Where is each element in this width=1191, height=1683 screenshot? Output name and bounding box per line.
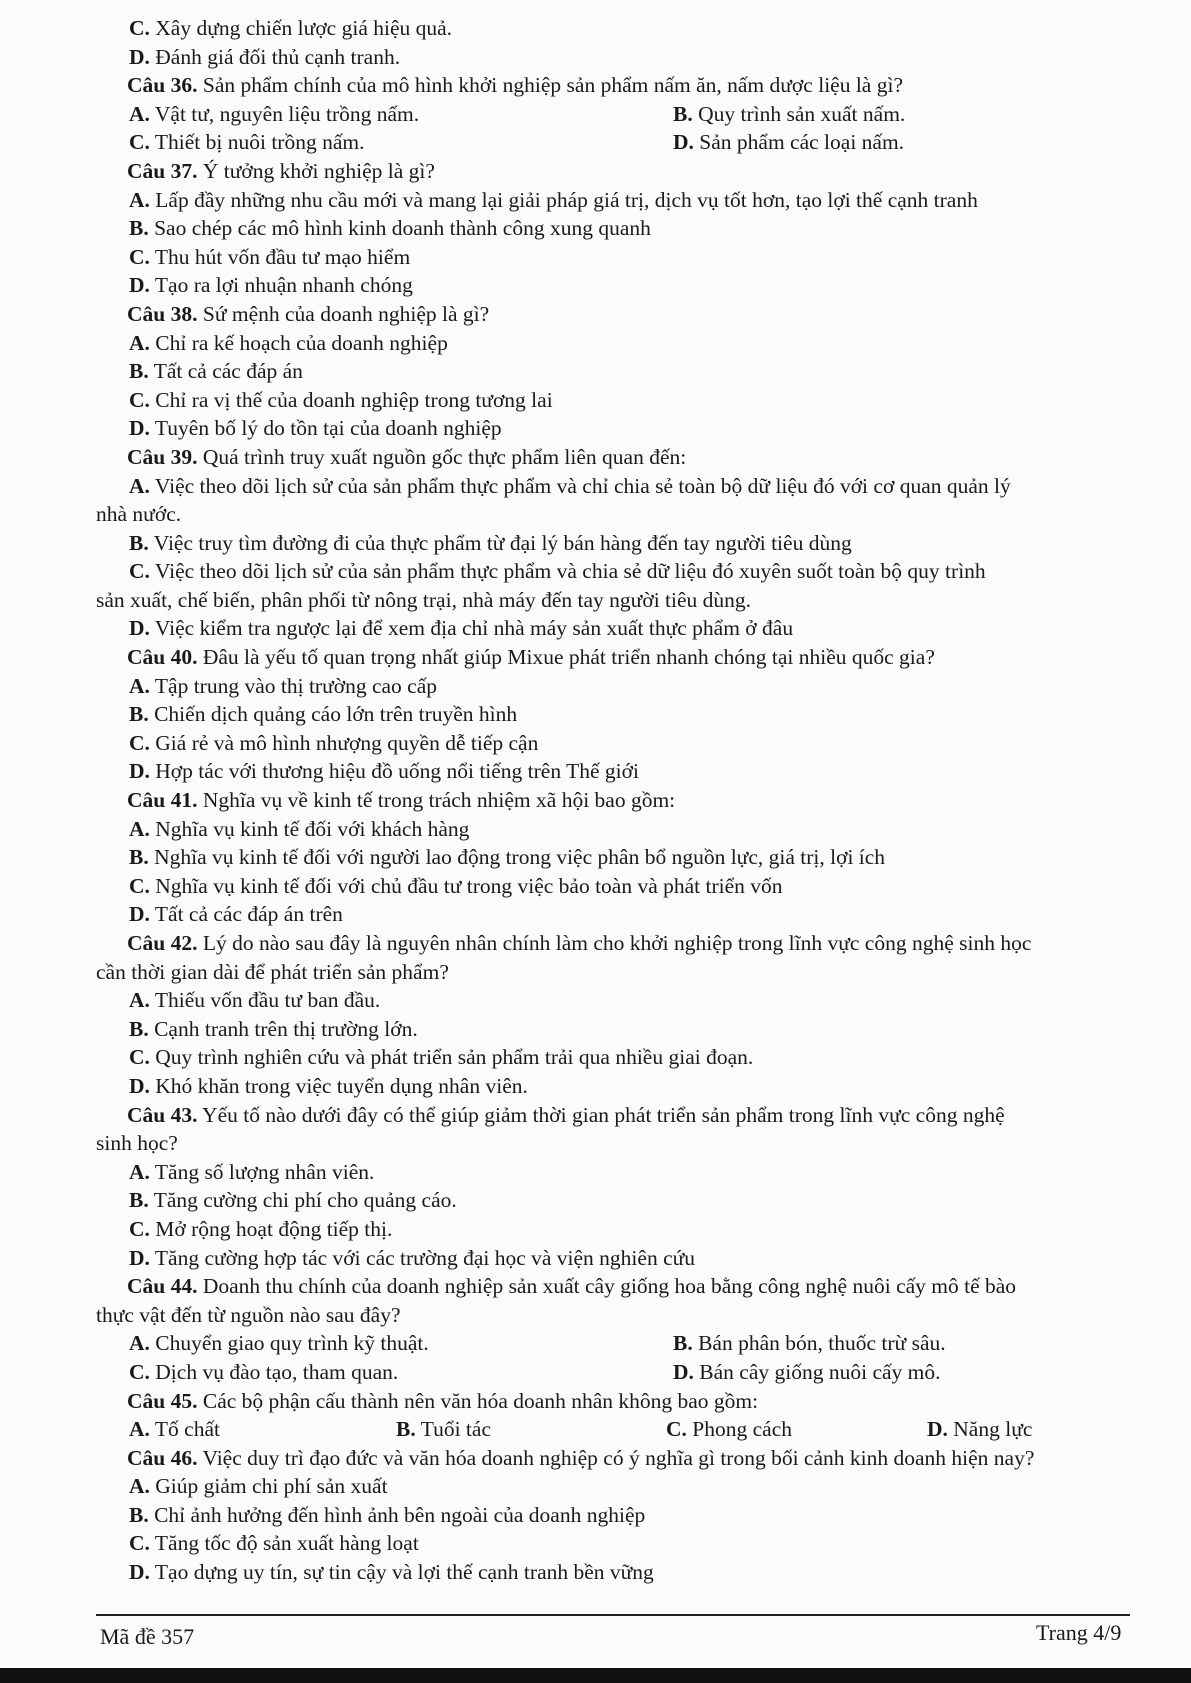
- option-cell: [129, 1415, 220, 1444]
- option-label: D.: [673, 1359, 694, 1384]
- option-label: A.: [129, 1159, 150, 1184]
- question-line: [96, 1272, 1136, 1301]
- option-text: Tăng tốc độ sản xuất hàng loạt: [149, 1531, 419, 1556]
- continuation-text: thực vật đến từ nguồn nào sau đây?: [96, 1302, 401, 1327]
- option-label: A.: [129, 988, 150, 1013]
- question-line: [96, 443, 1136, 472]
- option-label: D.: [129, 616, 150, 641]
- continuation-text: sinh học?: [96, 1131, 178, 1156]
- option-text: Thiết bị nuôi trồng nấm.: [149, 130, 365, 155]
- continuation-text: sản xuất, chế biến, phân phối từ nông trại, nhà máy đến tay người tiêu dùng.: [96, 587, 752, 612]
- option-cell: [129, 100, 419, 129]
- option-line: [96, 1043, 1136, 1072]
- continuation-line: [96, 500, 1136, 529]
- option-label: B.: [129, 530, 149, 555]
- option-text: Sao chép các mô hình kinh doanh thành công xung quanh: [148, 216, 651, 241]
- option-text: Việc kiểm tra ngược lại để xem địa chỉ nhà máy sản xuất thực phẩm ở đâu: [149, 616, 794, 641]
- question-text: Sản phẩm chính của mô hình khởi nghiệp sản phẩm nấm ăn, nấm dược liệu là gì?: [197, 73, 903, 98]
- option-label: B.: [673, 1331, 693, 1356]
- option-line: [96, 1501, 1136, 1530]
- option-line: [96, 357, 1136, 386]
- question-line: [96, 1387, 1136, 1416]
- option-row: [96, 1358, 1136, 1387]
- question-line: [96, 643, 1136, 672]
- option-line: [96, 1015, 1136, 1044]
- question-text: Doanh thu chính của doanh nghiệp sản xuất cây giống hoa bằng công nghệ nuôi cấy mô tế bào: [197, 1274, 1017, 1299]
- question-line: [96, 71, 1136, 100]
- option-text: Việc theo dõi lịch sử của sản phẩm thực phẩm và chia sẻ dữ liệu đó xuyên suốt toàn bộ quy trình: [149, 559, 986, 584]
- option-text: Thiếu vốn đầu tư ban đầu.: [149, 988, 381, 1013]
- question-label: Câu 40.: [127, 645, 198, 670]
- question-label: Câu 39.: [127, 444, 198, 469]
- option-text: Chỉ ảnh hưởng đến hình ảnh bên ngoài của doanh nghiệp: [148, 1502, 646, 1527]
- option-label: C.: [129, 16, 150, 40]
- option-text: Cạnh tranh trên thị trường lớn.: [148, 1016, 418, 1041]
- option-cell: [129, 128, 365, 157]
- footer-divider: [96, 1614, 1130, 1616]
- option-row: [96, 100, 1136, 129]
- question-label: Câu 43.: [127, 1102, 198, 1127]
- option-line: [96, 386, 1136, 415]
- option-line: [96, 729, 1136, 758]
- option-line: [96, 43, 1136, 72]
- option-text: Tuyên bố lý do tồn tại của doanh nghiệp: [149, 416, 502, 441]
- option-text: Tăng cường chi phí cho quảng cáo.: [148, 1188, 457, 1213]
- option-text: Nghĩa vụ kinh tế đối với khách hàng: [149, 816, 470, 841]
- option-line: [96, 1158, 1136, 1187]
- continuation-text: cần thời gian dài để phát triển sản phẩm?: [96, 959, 449, 984]
- option-text: Bán cây giống nuôi cấy mô.: [693, 1359, 941, 1384]
- option-label: D.: [129, 1073, 150, 1098]
- option-text: Bán phân bón, thuốc trừ sâu.: [692, 1331, 946, 1356]
- question-line: [96, 157, 1136, 186]
- option-text: Đánh giá đối thủ cạnh tranh.: [149, 44, 401, 69]
- option-text: Phong cách: [686, 1417, 792, 1442]
- exam-code: Mã đề 357: [100, 1624, 195, 1649]
- option-line: [96, 872, 1136, 901]
- option-text: Tăng cường hợp tác với các trường đại học và viện nghiên cứu: [149, 1245, 696, 1270]
- option-cell: [673, 1329, 946, 1358]
- question-label: Câu 46.: [127, 1445, 198, 1470]
- option-label: A.: [129, 101, 150, 126]
- option-text: Lấp đầy những nhu cầu mới và mang lại giải pháp giá trị, dịch vụ tốt hơn, tạo lợi thế cạnh tranh: [149, 187, 978, 212]
- option-label: C.: [129, 1045, 150, 1070]
- option-line: [96, 14, 1136, 43]
- option-line: [96, 271, 1136, 300]
- question-label: Câu 44.: [127, 1274, 198, 1299]
- option-label: A.: [129, 187, 150, 212]
- option-text: Tập trung vào thị trường cao cấp: [149, 673, 438, 698]
- option-label: A.: [129, 330, 150, 355]
- option-label: D.: [129, 902, 150, 927]
- option-row: [96, 1415, 1136, 1444]
- option-text: Nghĩa vụ kinh tế đối với chủ đầu tư trong việc bảo toàn và phát triển vốn: [149, 873, 783, 898]
- option-cell: [129, 1358, 398, 1387]
- option-line: [96, 672, 1136, 701]
- option-label: D.: [129, 273, 150, 298]
- option-text: Nghĩa vụ kinh tế đối với người lao động trong việc phân bổ nguồn lực, giá trị, lợi ích: [148, 845, 886, 870]
- option-text: Tất cả các đáp án trên: [149, 902, 343, 927]
- option-cell: [927, 1415, 1032, 1444]
- option-line: [96, 329, 1136, 358]
- option-text: Giúp giảm chi phí sản xuất: [149, 1474, 388, 1499]
- exam-page: [96, 14, 1136, 1587]
- option-label: C.: [129, 1359, 150, 1384]
- option-label: C.: [129, 130, 150, 155]
- question-label: Câu 42.: [127, 931, 198, 955]
- option-text: Việc truy tìm đường đi của thực phẩm từ đại lý bán hàng đến tay người tiêu dùng: [148, 530, 852, 555]
- option-cell: [673, 100, 905, 129]
- option-line: [96, 1529, 1136, 1558]
- option-text: Tuổi tác: [415, 1417, 491, 1442]
- option-cell: [673, 1358, 941, 1387]
- option-line: [96, 1558, 1136, 1587]
- page-number: Trang 4/9: [1036, 1620, 1122, 1645]
- option-label: A.: [129, 673, 150, 698]
- option-label: B.: [129, 216, 149, 241]
- question-text: Đâu là yếu tố quan trọng nhất giúp Mixue phát triển nhanh chóng tại nhiều quốc gia?: [197, 645, 935, 670]
- option-text: Chỉ ra kế hoạch của doanh nghiệp: [149, 330, 448, 355]
- option-text: Quy trình nghiên cứu và phát triển sản phẩm trải qua nhiều giai đoạn.: [149, 1045, 754, 1070]
- option-label: B.: [396, 1417, 416, 1442]
- scan-edge: [0, 1668, 1191, 1683]
- option-cell: [396, 1415, 491, 1444]
- option-row: [96, 1329, 1136, 1358]
- option-cell: [673, 128, 904, 157]
- option-label: B.: [129, 1016, 149, 1041]
- option-label: D.: [129, 759, 150, 784]
- option-text: Hợp tác với thương hiệu đồ uống nổi tiếng trên Thế giới: [149, 759, 639, 784]
- option-label: C.: [129, 559, 150, 584]
- option-label: B.: [129, 845, 149, 870]
- option-label: D.: [129, 416, 150, 441]
- option-text: Tạo dựng uy tín, sự tin cậy và lợi thế cạnh tranh bền vững: [149, 1560, 654, 1585]
- option-text: Chỉ ra vị thế của doanh nghiệp trong tương lai: [149, 387, 553, 412]
- option-label: A.: [129, 1417, 150, 1442]
- option-label: A.: [129, 473, 150, 498]
- option-label: C.: [129, 730, 150, 755]
- option-text: Quy trình sản xuất nấm.: [692, 101, 906, 126]
- option-cell: [129, 1329, 429, 1358]
- question-text: Nghĩa vụ về kinh tế trong trách nhiệm xã hội bao gồm:: [197, 788, 676, 813]
- option-text: Việc theo dõi lịch sử của sản phẩm thực phẩm và chỉ chia sẻ toàn bộ dữ liệu đó với cơ quan quản lý: [149, 473, 1011, 498]
- continuation-line: [96, 586, 1136, 615]
- option-text: Tất cả các đáp án: [148, 359, 303, 384]
- option-line: [96, 1244, 1136, 1273]
- question-label: Câu 41.: [127, 788, 198, 813]
- option-text: Chiến dịch quảng cáo lớn trên truyền hình: [148, 702, 518, 727]
- option-line: [96, 986, 1136, 1015]
- option-label: D.: [673, 130, 694, 155]
- option-text: Sản phẩm các loại nấm.: [693, 130, 905, 155]
- option-text: Năng lực: [947, 1417, 1033, 1442]
- question-line: [96, 786, 1136, 815]
- option-label: C.: [129, 1531, 150, 1556]
- option-label: A.: [129, 1331, 150, 1356]
- option-line: [96, 243, 1136, 272]
- continuation-text: nhà nước.: [96, 502, 182, 527]
- option-text: Vật tư, nguyên liệu trồng nấm.: [149, 101, 420, 126]
- option-label: D.: [927, 1417, 948, 1442]
- option-text: Xây dựng chiến lược giá hiệu quả.: [149, 16, 453, 40]
- option-text: Giá rẻ và mô hình nhượng quyền dễ tiếp cận: [149, 730, 539, 755]
- option-line: [96, 1472, 1136, 1501]
- question-text: Sứ mệnh của doanh nghiệp là gì?: [197, 301, 490, 326]
- option-line: [96, 614, 1136, 643]
- option-label: B.: [129, 702, 149, 727]
- question-text: Lý do nào sau đây là nguyên nhân chính làm cho khởi nghiệp trong lĩnh vực công nghệ sinh học: [197, 931, 1032, 955]
- option-line: [96, 557, 1136, 586]
- option-text: Dịch vụ đào tạo, tham quan.: [149, 1359, 399, 1384]
- question-line: [96, 300, 1136, 329]
- option-text: Khó khăn trong việc tuyển dụng nhân viên.: [149, 1073, 528, 1098]
- question-text: Yếu tố nào dưới đây có thể giúp giảm thời gian phát triển sản phẩm trong lĩnh vực công nghệ: [197, 1102, 1005, 1127]
- option-label: B.: [673, 101, 693, 126]
- question-text: Việc duy trì đạo đức và văn hóa doanh nghiệp có ý nghĩa gì trong bối cảnh kinh doanh hiện nay?: [197, 1445, 1035, 1470]
- option-label: A.: [129, 1474, 150, 1499]
- question-label: Câu 38.: [127, 301, 198, 326]
- option-label: C.: [129, 244, 150, 269]
- continuation-line: [96, 1301, 1136, 1330]
- question-line: [96, 1101, 1136, 1130]
- option-label: B.: [129, 359, 149, 384]
- continuation-line: [96, 958, 1136, 987]
- option-text: Chuyển giao quy trình kỹ thuật.: [149, 1331, 429, 1356]
- option-line: [96, 472, 1136, 501]
- option-label: A.: [129, 816, 150, 841]
- option-label: C.: [666, 1417, 687, 1442]
- option-text: Tố chất: [149, 1417, 220, 1442]
- option-line: [96, 900, 1136, 929]
- option-line: [96, 414, 1136, 443]
- question-label: Câu 36.: [127, 73, 198, 98]
- option-line: [96, 700, 1136, 729]
- option-line: [96, 529, 1136, 558]
- option-text: Tăng số lượng nhân viên.: [149, 1159, 375, 1184]
- option-line: [96, 757, 1136, 786]
- option-label: C.: [129, 873, 150, 898]
- question-text: Các bộ phận cấu thành nên văn hóa doanh nhân không bao gồm:: [197, 1388, 759, 1413]
- continuation-line: [96, 1129, 1136, 1158]
- option-text: Tạo ra lợi nhuận nhanh chóng: [149, 273, 413, 298]
- option-line: [96, 843, 1136, 872]
- option-label: B.: [129, 1502, 149, 1527]
- option-row: [96, 128, 1136, 157]
- question-label: Câu 45.: [127, 1388, 198, 1413]
- option-line: [96, 186, 1136, 215]
- option-text: Mở rộng hoạt động tiếp thị.: [149, 1216, 393, 1241]
- option-line: [96, 815, 1136, 844]
- option-label: D.: [129, 1560, 150, 1585]
- question-line: [96, 929, 1136, 958]
- option-line: [96, 1186, 1136, 1215]
- question-label: Câu 37.: [127, 158, 198, 183]
- option-label: B.: [129, 1188, 149, 1213]
- option-line: [96, 1215, 1136, 1244]
- question-line: [96, 1444, 1136, 1473]
- option-cell: [666, 1415, 792, 1444]
- question-text: Quá trình truy xuất nguồn gốc thực phẩm liên quan đến:: [197, 444, 687, 469]
- option-label: C.: [129, 387, 150, 412]
- option-line: [96, 214, 1136, 243]
- option-label: D.: [129, 44, 150, 69]
- option-label: D.: [129, 1245, 150, 1270]
- option-text: Thu hút vốn đầu tư mạo hiểm: [149, 244, 411, 269]
- question-text: Ý tưởng khởi nghiệp là gì?: [197, 158, 435, 183]
- option-label: C.: [129, 1216, 150, 1241]
- option-line: [96, 1072, 1136, 1101]
